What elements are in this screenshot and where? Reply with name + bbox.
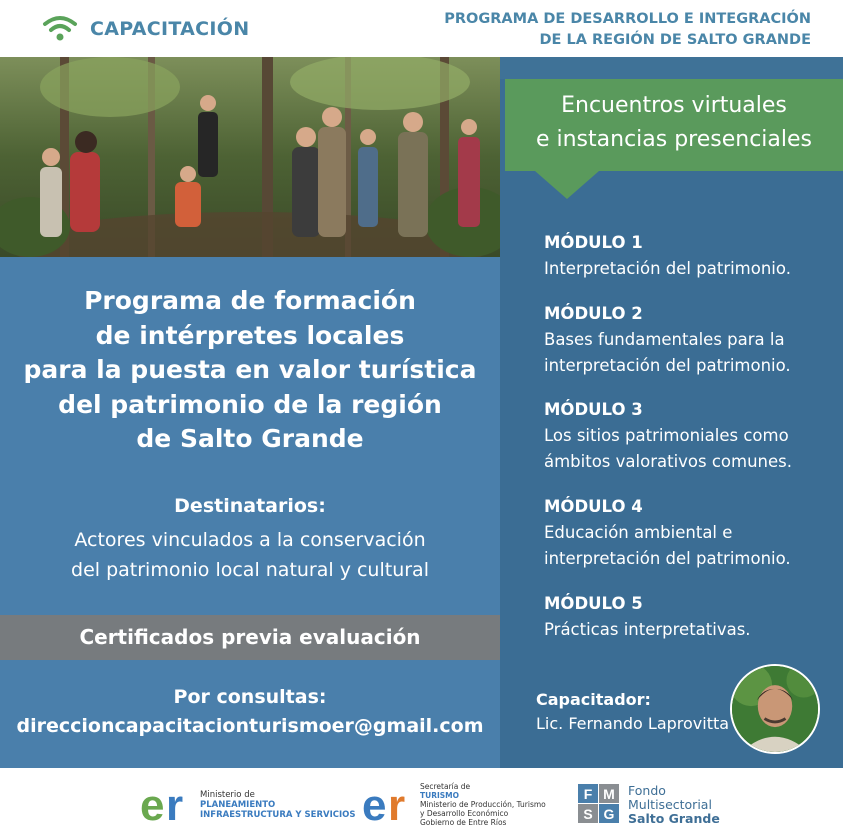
footer-logos [0, 768, 843, 840]
certificate-bar: Certificados previa evaluación [0, 615, 500, 660]
er-logo-icon [362, 780, 418, 830]
header [0, 0, 843, 57]
module-text: ámbitos valorativos comunes. [544, 452, 792, 471]
module-item [544, 591, 834, 643]
module-text: interpretación del patrimonio. [544, 549, 791, 568]
module-heading: MÓDULO 1 [544, 233, 643, 252]
fms-logo-text: Fondo Multisectorial Salto Grande [628, 783, 720, 826]
brand-label: CAPACITACIÓN [90, 18, 250, 40]
fms-letter: G [603, 806, 615, 822]
module-text: Educación ambiental e [544, 523, 733, 542]
people-in-forest-photo [0, 57, 500, 257]
module-text: Los sitios patrimoniales como [544, 426, 789, 445]
planning-ministry-logo: Ministerio de PLANEAMIENTO INFRAESTRUCTURA Y SERVICIOS [200, 790, 356, 820]
trainer-heading: Capacitador: [536, 690, 651, 709]
course-title: Programa de formación de intérpretes locales para la puesta en valor turística del patrimonio de la región de Salto Grande [23, 286, 477, 453]
module-item [544, 494, 834, 572]
module-heading: MÓDULO 2 [544, 304, 643, 323]
svg-text:e: e [362, 781, 387, 830]
module-item [544, 301, 834, 379]
trainer-name: Lic. Fernando Laprovitta [536, 714, 730, 733]
banner-arrow [535, 171, 599, 199]
recipients-text: Actores vinculados a la conservación del patrimonio local natural y cultural [71, 529, 429, 581]
module-text: Interpretación del patrimonio. [544, 259, 791, 278]
course-description-panel [0, 257, 500, 615]
contact-panel [0, 660, 500, 768]
tourism-secretariat-logo: Secretaría de TURISMO Ministerio de Producción, Turismo y Desarrollo Económico Gobierno de Entre Ríos [420, 782, 546, 827]
format-banner [505, 79, 843, 171]
modules-panel [500, 57, 843, 768]
er-logo-icon [140, 780, 196, 830]
module-heading: MÓDULO 3 [544, 400, 643, 419]
module-item [544, 397, 834, 475]
module-text: interpretación del patrimonio. [544, 356, 791, 375]
wifi-icon [42, 14, 78, 42]
module-text: Prácticas interpretativas. [544, 620, 751, 639]
svg-text:e: e [140, 781, 165, 830]
module-heading: MÓDULO 4 [544, 497, 643, 516]
module-item [544, 230, 834, 282]
fms-letter: S [583, 806, 593, 822]
recipients-heading: Destinatarios: [174, 495, 326, 517]
program-title: PROGRAMA DE DESARROLLO E INTEGRACIÓN DE LA REGIÓN DE SALTO GRANDE [444, 11, 811, 48]
contact-heading: Por consultas: [173, 686, 327, 708]
fms-letter: M [603, 786, 615, 802]
module-text: Bases fundamentales para la [544, 330, 785, 349]
svg-text:r: r [388, 781, 406, 830]
module-heading: MÓDULO 5 [544, 594, 643, 613]
panel-stripe [500, 57, 843, 79]
svg-text:r: r [166, 781, 184, 830]
fms-logo-icon [578, 784, 620, 824]
trainer-portrait [730, 664, 820, 754]
fms-letter: F [583, 786, 593, 802]
format-banner-title: Encuentros virtuales e instancias presenciales [535, 93, 813, 152]
contact-email-link[interactable]: direccioncapacitacionturismoer@gmail.com [16, 715, 484, 737]
